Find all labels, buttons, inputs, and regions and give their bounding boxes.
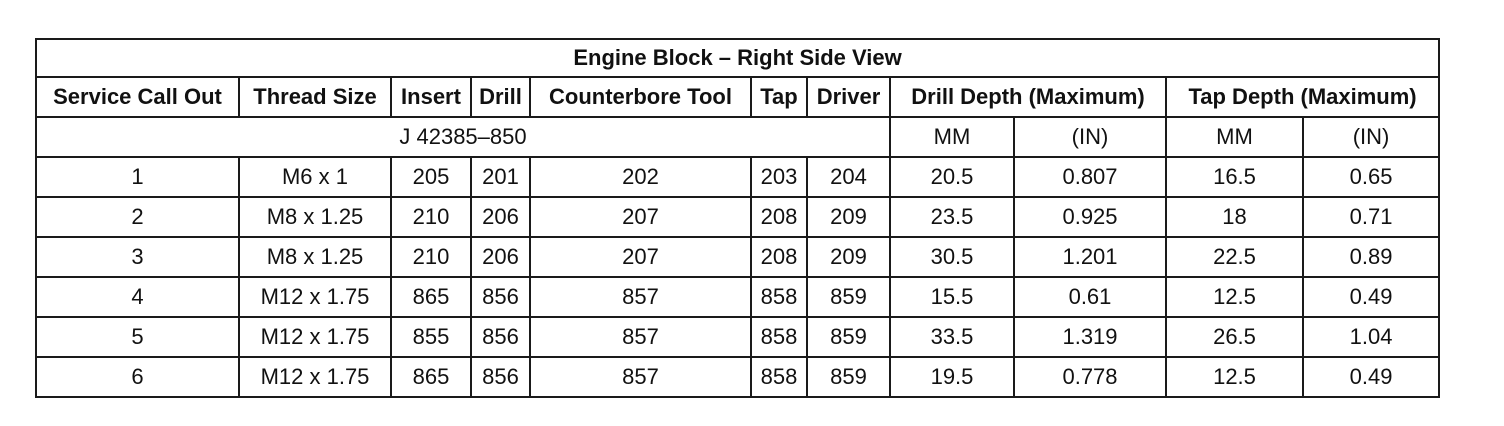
cell-drill-depth-in: 1.201 (1014, 237, 1166, 277)
cell-tap: 208 (751, 197, 807, 237)
cell-insert: 855 (391, 317, 471, 357)
cell-counterbore-tool: 857 (530, 357, 751, 397)
cell-drill-depth-mm: 33.5 (890, 317, 1014, 357)
cell-tap-depth-mm: 22.5 (1166, 237, 1303, 277)
cell-service-call-out: 5 (36, 317, 239, 357)
cell-service-call-out: 3 (36, 237, 239, 277)
cell-driver: 209 (807, 197, 890, 237)
table-title-row (36, 39, 1439, 77)
header-insert: Insert (391, 77, 471, 117)
cell-driver: 209 (807, 237, 890, 277)
unit-tap-mm: MM (1166, 117, 1303, 157)
header-driver: Driver (807, 77, 890, 117)
header-thread-size: Thread Size (239, 77, 391, 117)
cell-tap-depth-in: 0.49 (1303, 357, 1439, 397)
column-header-row (36, 77, 1439, 117)
cell-counterbore-tool: 207 (530, 197, 751, 237)
cell-drill-depth-mm: 15.5 (890, 277, 1014, 317)
cell-tap: 208 (751, 237, 807, 277)
table-row (36, 197, 1439, 237)
header-service-call-out: Service Call Out (36, 77, 239, 117)
cell-drill: 201 (471, 157, 530, 197)
cell-counterbore-tool: 857 (530, 277, 751, 317)
cell-drill: 856 (471, 357, 530, 397)
cell-insert: 865 (391, 277, 471, 317)
table-row (36, 357, 1439, 397)
spec-table (35, 38, 1440, 398)
header-tap: Tap (751, 77, 807, 117)
cell-tap-depth-in: 1.04 (1303, 317, 1439, 357)
cell-driver: 859 (807, 317, 890, 357)
cell-drill-depth-in: 0.807 (1014, 157, 1166, 197)
cell-tap: 203 (751, 157, 807, 197)
unit-row (36, 117, 1439, 157)
table-row (36, 157, 1439, 197)
header-drill-depth: Drill Depth (Maximum) (890, 77, 1166, 117)
cell-service-call-out: 4 (36, 277, 239, 317)
cell-thread-size: M12 x 1.75 (239, 317, 391, 357)
cell-thread-size: M8 x 1.25 (239, 197, 391, 237)
cell-counterbore-tool: 857 (530, 317, 751, 357)
cell-tap-depth-mm: 26.5 (1166, 317, 1303, 357)
cell-tap: 858 (751, 277, 807, 317)
cell-insert: 210 (391, 197, 471, 237)
cell-counterbore-tool: 202 (530, 157, 751, 197)
cell-thread-size: M12 x 1.75 (239, 277, 391, 317)
cell-drill: 206 (471, 237, 530, 277)
cell-drill: 856 (471, 317, 530, 357)
cell-drill-depth-mm: 30.5 (890, 237, 1014, 277)
cell-tap-depth-mm: 18 (1166, 197, 1303, 237)
cell-thread-size: M8 x 1.25 (239, 237, 391, 277)
cell-tap-depth-in: 0.65 (1303, 157, 1439, 197)
cell-counterbore-tool: 207 (530, 237, 751, 277)
cell-tap-depth-in: 0.49 (1303, 277, 1439, 317)
cell-thread-size: M12 x 1.75 (239, 357, 391, 397)
unit-drill-in: (IN) (1014, 117, 1166, 157)
cell-drill-depth-mm: 20.5 (890, 157, 1014, 197)
cell-insert: 865 (391, 357, 471, 397)
kit-number: J 42385–850 (36, 117, 890, 157)
cell-driver: 859 (807, 357, 890, 397)
cell-insert: 205 (391, 157, 471, 197)
cell-service-call-out: 2 (36, 197, 239, 237)
cell-insert: 210 (391, 237, 471, 277)
cell-tap: 858 (751, 317, 807, 357)
cell-drill: 856 (471, 277, 530, 317)
cell-tap-depth-in: 0.71 (1303, 197, 1439, 237)
table-row (36, 277, 1439, 317)
table-row (36, 237, 1439, 277)
header-drill: Drill (471, 77, 530, 117)
table-title: Engine Block – Right Side View (36, 39, 1439, 77)
cell-driver: 859 (807, 277, 890, 317)
unit-tap-in: (IN) (1303, 117, 1439, 157)
cell-drill-depth-mm: 19.5 (890, 357, 1014, 397)
cell-drill-depth-in: 0.925 (1014, 197, 1166, 237)
cell-tap-depth-mm: 12.5 (1166, 357, 1303, 397)
cell-drill-depth-mm: 23.5 (890, 197, 1014, 237)
cell-drill-depth-in: 0.61 (1014, 277, 1166, 317)
cell-tap: 858 (751, 357, 807, 397)
header-counterbore-tool: Counterbore Tool (530, 77, 751, 117)
cell-drill-depth-in: 0.778 (1014, 357, 1166, 397)
cell-tap-depth-mm: 12.5 (1166, 277, 1303, 317)
cell-tap-depth-in: 0.89 (1303, 237, 1439, 277)
unit-drill-mm: MM (890, 117, 1014, 157)
cell-thread-size: M6 x 1 (239, 157, 391, 197)
cell-drill: 206 (471, 197, 530, 237)
header-tap-depth: Tap Depth (Maximum) (1166, 77, 1439, 117)
cell-driver: 204 (807, 157, 890, 197)
cell-service-call-out: 1 (36, 157, 239, 197)
cell-service-call-out: 6 (36, 357, 239, 397)
cell-tap-depth-mm: 16.5 (1166, 157, 1303, 197)
table-row (36, 317, 1439, 357)
cell-drill-depth-in: 1.319 (1014, 317, 1166, 357)
